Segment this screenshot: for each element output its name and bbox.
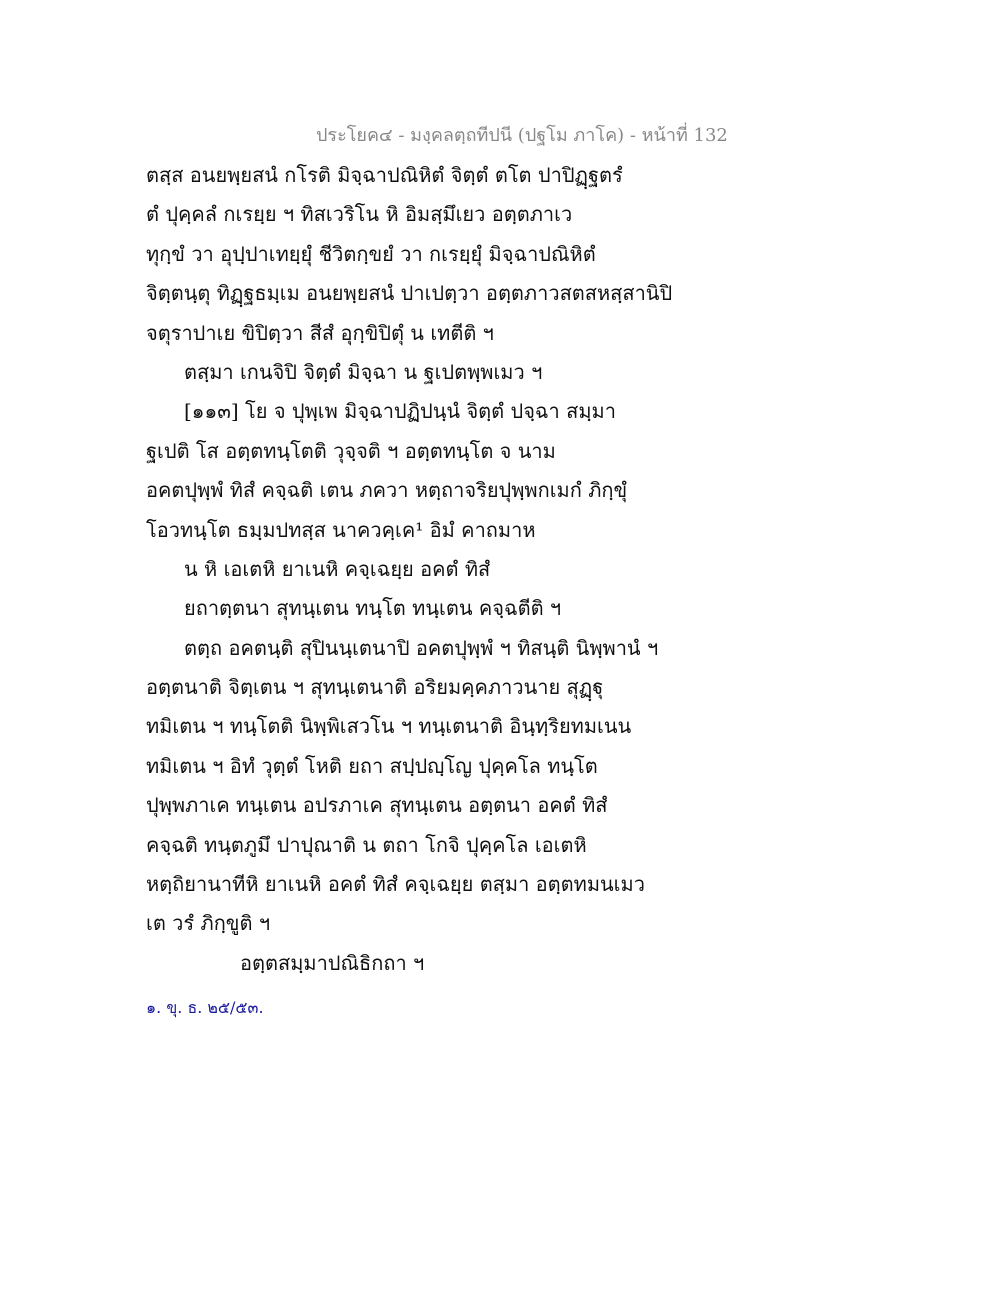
text-line: ทุกฺขํ วา อุปฺปาเทยฺยุํ ชีวิตกฺขยํ วา กเรยฺยุํ มิจฺฉาปณิหิตํ — [146, 241, 596, 266]
verse-line: ยถาตฺตนา สุทนฺเตน ทนฺโต ทนฺเตน คจฺฉตีติ ฯ — [184, 596, 562, 621]
footnote: ๑. ขุ. ธ. ๒๕/๕๓. — [146, 998, 264, 1017]
text-line: ตํ ปุคฺคลํ กเรยฺย ฯ ทิสเวริโน หิ อิมสฺมึเยว อตฺตภาเว — [146, 202, 573, 227]
text-line: เต วรํ ภิกฺขูติ ฯ — [146, 911, 271, 936]
text-line: หตฺถิยานาทีหิ ยาเนหิ อคตํ ทิสํ คจฺเฉยฺย ตสฺมา อตฺตทมนเมว — [146, 872, 645, 897]
running-header: ประโยค๔ - มงฺคลตฺถทีปนี (ปฐโม ภาโค) - หน้าที่ 132 — [316, 125, 728, 146]
text-line: ปุพฺพภาเค ทนฺเตน อปรภาเค สุทนฺเตน อตฺตนา อคตํ ทิสํ — [146, 793, 608, 818]
text-line: ตสฺส อนยพฺยสนํ กโรติ มิจฺฉาปณิหิตํ จิตฺตํ ตโต ปาปิฏฺฐตรํ — [146, 163, 623, 187]
section-end-title: อตฺตสมฺมาปณิธิกถา ฯ — [240, 950, 425, 975]
text-line: ทมิเตน ฯ อิทํ วุตฺตํ โหติ ยถา สปฺปญฺโญ ปุคฺคโล ทนฺโต — [146, 753, 598, 778]
body-text — [146, 156, 706, 983]
text-line: อคตปุพฺพํ ทิสํ คจฺฉติ เตน ภควา หตฺถาจริยปุพฺพกเมกํ ภิกฺขุํ — [146, 478, 628, 503]
verse-line: น หิ เอเตหิ ยาเนหิ คจฺเฉยฺย อคตํ ทิสํ — [184, 556, 491, 581]
text-line: คจฺฉติ ทนฺตภูมึ ปาปุณาติ น ตถา โกจิ ปุคฺคโล เอเตหิ — [146, 832, 587, 857]
text-line: ทมิเตน ฯ ทนฺโตติ นิพฺพิเสวโน ฯ ทนฺเตนาติ อินฺทฺริยทมเนน — [146, 714, 632, 739]
text-line: ฐเปติ โส อตฺตทนฺโตติ วุจฺจติ ฯ อตฺตทนฺโต จ นาม — [146, 438, 556, 463]
text-line: โอวทนฺโต ธมฺมปทสฺส นาควคฺเค¹ อิมํ คาถมาห — [146, 517, 536, 542]
text-line: จิตฺตนฺตุ ทิฏฺฐธมฺเม อนยพฺยสนํ ปาเปตฺวา อตฺตภาวสตสหสฺสานิปิ — [146, 281, 673, 306]
section-start-line: [๑๑๓] โย จ ปุพฺเพ มิจฺฉาปฏิปนฺนํ จิตฺตํ ปจฺฉา สมฺมา — [184, 399, 616, 424]
text-line: ตสฺมา เกนจิปิ จิตฺตํ มิจฺฉา น ฐเปตพฺพเมว ฯ — [184, 359, 543, 384]
text-line: ตตฺถ อคตนฺติ สุปินนฺเตนาปิ อคตปุพฺพํ ฯ ทิสนฺติ นิพฺพานํ ฯ — [184, 635, 659, 660]
text-line: จตุราปาเย ขิปิตฺวา สีสํ อุกฺขิปิตุํ น เทตีติ ฯ — [146, 320, 494, 345]
text-line: อตฺตนาติ จิตฺเตน ฯ สุทนฺเตนาติ อริยมคฺคภาวนาย สุฏฺฐุ — [146, 675, 604, 700]
